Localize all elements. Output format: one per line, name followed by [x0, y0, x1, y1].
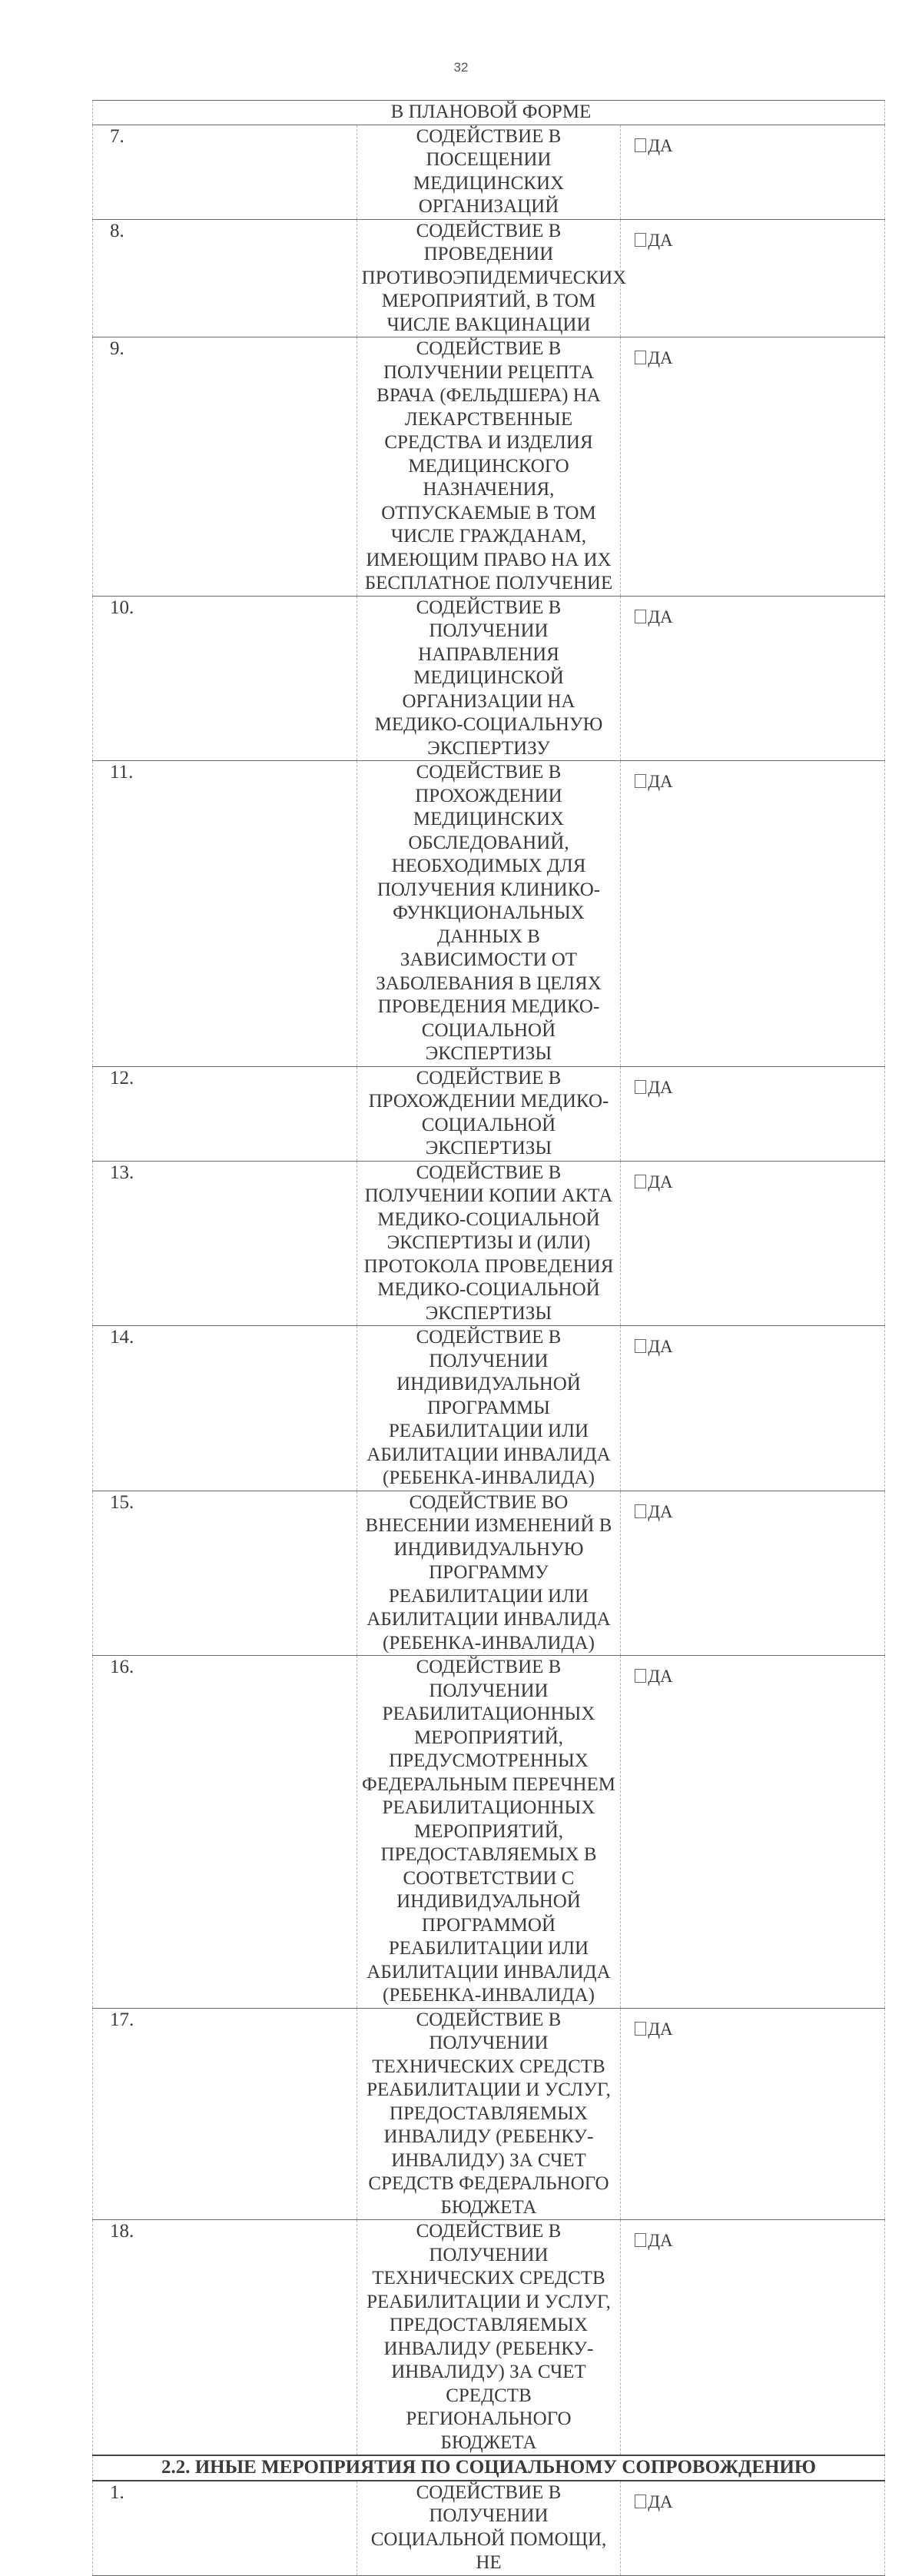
- row-checkbox-cell[interactable]: [621, 1326, 885, 1491]
- row-description: СОДЕЙСТВИЕ В ПОЛУЧЕНИИ ТЕХНИЧЕСКИХ СРЕДСТВ РЕАБИЛИТАЦИИ И УСЛУГ, ПРЕДОСТАВЛЯЕМЫХ ИНВАЛИДУ (РЕБЕНКУ-ИНВАЛИДУ) ЗА СЧЕТ СРЕДСТВ ФЕДЕРАЛЬНОГО БЮДЖЕТА: [357, 2008, 621, 2220]
- row-number: 17.: [93, 2008, 357, 2220]
- row-checkbox-cell[interactable]: [621, 1491, 885, 1656]
- row-description: СОДЕЙСТВИЕ В ПОЛУЧЕНИИ ТЕХНИЧЕСКИХ СРЕДСТВ РЕАБИЛИТАЦИИ И УСЛУГ, ПРЕДОСТАВЛЯЕМЫХ ИНВАЛИДУ (РЕБЕНКУ-ИНВАЛИДУ) ЗА СЧЕТ СРЕДСТВ РЕГИОНАЛЬНОГО БЮДЖЕТА: [357, 2220, 621, 2456]
- table-row: [93, 337, 885, 597]
- header-cell: В ПЛАНОВОЙ ФОРМЕ: [93, 101, 885, 125]
- row-number: 1.: [93, 2481, 357, 2576]
- row-checkbox-cell[interactable]: [621, 125, 885, 219]
- table-row: [93, 1656, 885, 2009]
- row-description: СОДЕЙСТВИЕ В ПРОХОЖДЕНИИ МЕДИКО-СОЦИАЛЬНОЙ ЭКСПЕРТИЗЫ: [357, 1066, 621, 1161]
- checkbox-label: ДА: [648, 1337, 673, 1356]
- row-checkbox-cell[interactable]: [621, 337, 885, 597]
- row-number: 13.: [93, 1161, 357, 1326]
- row-description: СОДЕЙСТВИЕ В ПОЛУЧЕНИИ РЕЦЕПТА ВРАЧА (ФЕЛЬДШЕРА) НА ЛЕКАРСТВЕННЫЕ СРЕДСТВА И ИЗДЕЛИЯ МЕДИЦИНСКОГО НАЗНАЧЕНИЯ, ОТПУСКАЕМЫЕ В ТОМ ЧИСЛЕ ГРАЖДАНАМ, ИМЕЮЩИМ ПРАВО НА ИХ БЕСПЛАТНОЕ ПОЛУЧЕНИЕ: [357, 337, 621, 597]
- checkbox-icon[interactable]: [635, 1504, 646, 1518]
- table-row: [93, 761, 885, 1067]
- table-header-row: [93, 101, 885, 125]
- checkbox-icon[interactable]: [635, 1669, 646, 1683]
- row-description: СОДЕЙСТВИЕ В ПОЛУЧЕНИИ СОЦИАЛЬНОЙ ПОМОЩИ, НЕ: [357, 2481, 621, 2576]
- row-number: 7.: [93, 125, 357, 219]
- row-number: 14.: [93, 1326, 357, 1491]
- checkbox-label: ДА: [648, 2019, 673, 2039]
- row-number: 15.: [93, 1491, 357, 1656]
- row-number: 8.: [93, 219, 357, 337]
- table-body: [93, 101, 885, 2576]
- checkbox-label: ДА: [648, 2231, 673, 2250]
- checkbox-label: ДА: [648, 607, 673, 627]
- checkbox-label: ДА: [648, 1077, 673, 1097]
- row-description: СОДЕЙСТВИЕ В ПРОХОЖДЕНИИ МЕДИЦИНСКИХ ОБСЛЕДОВАНИЙ, НЕОБХОДИМЫХ ДЛЯ ПОЛУЧЕНИЯ КЛИНИКО-ФУНКЦИОНАЛЬНЫХ ДАННЫХ В ЗАВИСИМОСТИ ОТ ЗАБОЛЕВАНИЯ В ЦЕЛЯХ ПРОВЕДЕНИЯ МЕДИКО-СОЦИАЛЬНОЙ ЭКСПЕРТИЗЫ: [357, 761, 621, 1067]
- row-description: СОДЕЙСТВИЕ В ПОЛУЧЕНИИ НАПРАВЛЕНИЯ МЕДИЦИНСКОЙ ОРГАНИЗАЦИИ НА МЕДИКО-СОЦИАЛЬНУЮ ЭКСПЕРТИЗУ: [357, 596, 621, 761]
- row-number: 9.: [93, 337, 357, 597]
- checkbox-label: ДА: [648, 230, 673, 250]
- checkbox-label: ДА: [648, 348, 673, 367]
- checkbox-icon[interactable]: [635, 233, 646, 247]
- row-description: СОДЕЙСТВИЕ В ПОЛУЧЕНИИ РЕАБИЛИТАЦИОННЫХ МЕРОПРИЯТИЙ, ПРЕДУСМОТРЕННЫХ ФЕДЕРАЛЬНЫМ ПЕРЕЧНЕМ РЕАБИЛИТАЦИОННЫХ МЕРОПРИЯТИЙ, ПРЕДОСТАВЛЯЕМЫХ В СООТВЕТСТВИИ С ИНДИВИДУАЛЬНОЙ ПРОГРАММОЙ РЕАБИЛИТАЦИИ ИЛИ АБИЛИТАЦИИ ИНВАЛИДА (РЕБЕНКА-ИНВАЛИДА): [357, 1656, 621, 2009]
- row-description: СОДЕЙСТВИЕ В ПОЛУЧЕНИИ ИНДИВИДУАЛЬНОЙ ПРОГРАММЫ РЕАБИЛИТАЦИИ ИЛИ АБИЛИТАЦИИ ИНВАЛИДА (РЕБЕНКА-ИНВАЛИДА): [357, 1326, 621, 1491]
- checkbox-label: ДА: [648, 1172, 673, 1192]
- table-row: [93, 2481, 885, 2576]
- table-row: [93, 1491, 885, 1656]
- row-description: СОДЕЙСТВИЕ В ПОЛУЧЕНИИ КОПИИ АКТА МЕДИКО-СОЦИАЛЬНОЙ ЭКСПЕРТИЗЫ И (ИЛИ) ПРОТОКОЛА ПРОВЕДЕНИЯ МЕДИКО-СОЦИАЛЬНОЙ ЭКСПЕРТИЗЫ: [357, 1161, 621, 1326]
- row-checkbox-cell[interactable]: [621, 2220, 885, 2456]
- table-row: [93, 125, 885, 219]
- table-row: [93, 1326, 885, 1491]
- table-row: [93, 219, 885, 337]
- checkbox-label: ДА: [648, 2491, 673, 2511]
- checkbox-icon[interactable]: [635, 2022, 646, 2036]
- row-checkbox-cell[interactable]: [621, 1161, 885, 1326]
- table-row: [93, 1066, 885, 1161]
- section-row: [93, 2455, 885, 2481]
- row-number: 10.: [93, 596, 357, 761]
- table-row: [93, 2008, 885, 2220]
- checkbox-label: ДА: [648, 772, 673, 791]
- row-checkbox-cell[interactable]: [621, 2481, 885, 2576]
- row-number: 16.: [93, 1656, 357, 2009]
- checkbox-label: ДА: [648, 135, 673, 155]
- checkbox-icon[interactable]: [635, 1080, 646, 1094]
- checkbox-icon[interactable]: [635, 351, 646, 364]
- row-checkbox-cell[interactable]: [621, 596, 885, 761]
- services-table: [92, 100, 885, 2576]
- row-description: СОДЕЙСТВИЕ В ПОСЕЩЕНИИ МЕДИЦИНСКИХ ОРГАНИЗАЦИЙ: [357, 125, 621, 219]
- checkbox-icon[interactable]: [635, 2233, 646, 2247]
- checkbox-icon[interactable]: [635, 2495, 646, 2508]
- checkbox-icon[interactable]: [635, 138, 646, 152]
- table-row: [93, 2220, 885, 2456]
- row-checkbox-cell[interactable]: [621, 1656, 885, 2009]
- row-checkbox-cell[interactable]: [621, 219, 885, 337]
- row-number: 12.: [93, 1066, 357, 1161]
- row-checkbox-cell[interactable]: [621, 1066, 885, 1161]
- row-number: 18.: [93, 2220, 357, 2456]
- checkbox-icon[interactable]: [635, 1339, 646, 1353]
- section-heading: 2.2. ИНЫЕ МЕРОПРИЯТИЯ ПО СОЦИАЛЬНОМУ СОПРОВОЖДЕНИЮ: [93, 2455, 885, 2481]
- row-description: СОДЕЙСТВИЕ ВО ВНЕСЕНИИ ИЗМЕНЕНИЙ В ИНДИВИДУАЛЬНУЮ ПРОГРАММУ РЕАБИЛИТАЦИИ ИЛИ АБИЛИТАЦИИ ИНВАЛИДА (РЕБЕНКА-ИНВАЛИДА): [357, 1491, 621, 1656]
- row-description: СОДЕЙСТВИЕ В ПРОВЕДЕНИИ ПРОТИВОЭПИДЕМИЧЕСКИХ МЕРОПРИЯТИЙ, В ТОМ ЧИСЛЕ ВАКЦИНАЦИИ: [357, 219, 621, 337]
- checkbox-label: ДА: [648, 1667, 673, 1686]
- page-number: 32: [453, 60, 469, 75]
- checkbox-icon[interactable]: [635, 774, 646, 788]
- table-row: [93, 596, 885, 761]
- table-row: [93, 1161, 885, 1326]
- checkbox-icon[interactable]: [635, 1175, 646, 1188]
- row-number: 11.: [93, 761, 357, 1067]
- row-checkbox-cell[interactable]: [621, 2008, 885, 2220]
- row-checkbox-cell[interactable]: [621, 761, 885, 1067]
- checkbox-label: ДА: [648, 1501, 673, 1521]
- checkbox-icon[interactable]: [635, 610, 646, 623]
